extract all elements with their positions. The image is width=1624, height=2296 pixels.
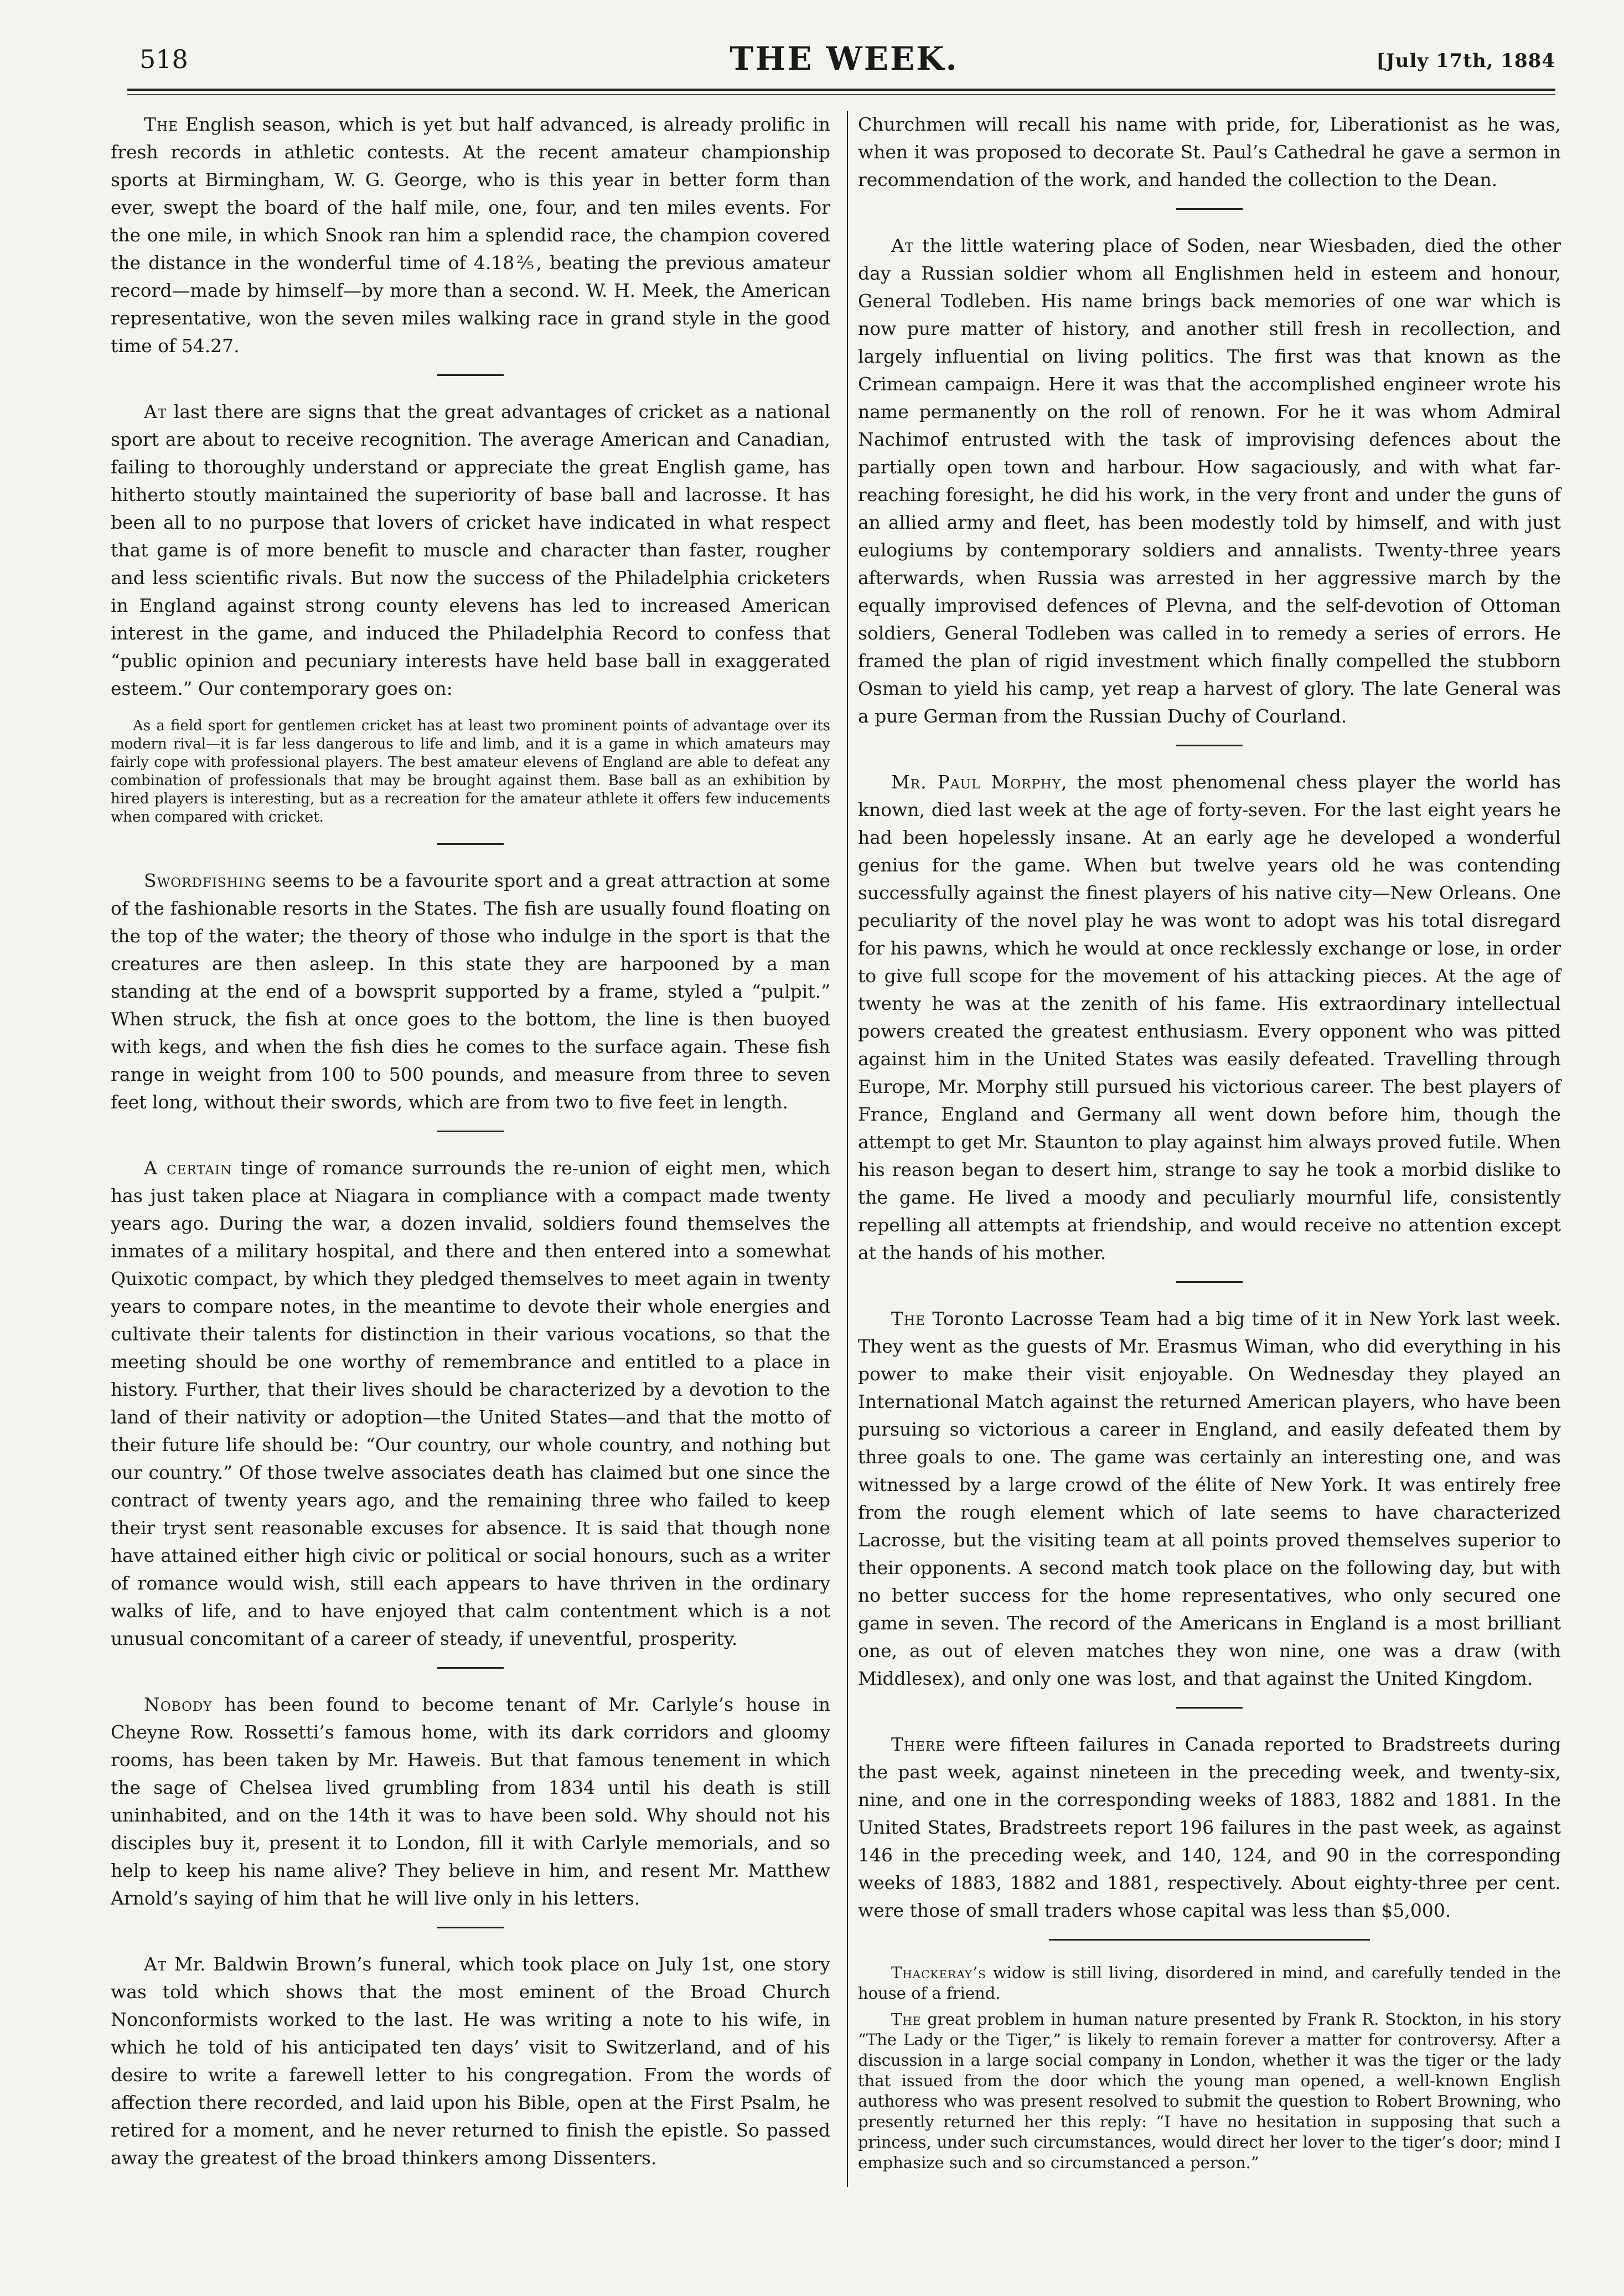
header-rule-thin bbox=[127, 94, 1555, 95]
article-continuation: Churchmen will recall his name with pride, for, Liberationist as he was, when it was proposed to decorate St. Paul’s Cathedral he gave a sermon in recommendation of the work, and handed the collection to the Dean. bbox=[858, 113, 1561, 190]
section-rule bbox=[1176, 1281, 1243, 1283]
article-baldwin-brown: At Mr. Baldwin Brown’s funeral, which took place on July 1st, one story was told which shows that the most eminent of the Broad Church Nonconformists worked to the last. He was writing a note to his wife, in which he told of his anticipated ten days’ visit to Switzerland, and of his desire to write a farewell letter to his congregation. From the words of affection there recorded, and laid upon his Bible, open at the First Psalm, he retired for a moment, and he never returned to finish the epistle. So passed away the greatest of the broad thinkers among Dissenters. bbox=[111, 1953, 830, 2169]
column-divider bbox=[847, 111, 848, 2187]
article-thackeray-widow: Thackeray’s widow is still living, disordered in mind, and carefully tended in the house of a friend. bbox=[858, 1963, 1561, 2003]
article-failures: There were fifteen failures in Canada reported to Bradstreets during the past week, against nineteen in the preceding week, and twenty-six, nine, and one in the corresponding weeks of 1883, 1882 and 1881. In the United States, Bradstreets report 196 failures in the past week, as against 146 in the preceding week, and 140, 124, and 90 in the corresponding weeks of 1883, 1882 and 1881, respectively. About eighty-three per cent. were those of small traders whose capital was less than $5,000. bbox=[858, 1733, 1561, 1921]
section-rule bbox=[1176, 745, 1243, 746]
section-rule-long bbox=[1049, 1939, 1370, 1941]
left-column bbox=[111, 111, 830, 2186]
header-rule bbox=[127, 89, 1555, 91]
article-lady-or-tiger: The great problem in human nature presented by Frank R. Stockton, in his story “The Lady or the Tiger,” is likely to remain forever a matter for controversy. After a discussion in a large social company in London, whether it was the tiger or the lady that issued from the door which the young man opened, a well-known English authoress who was present resolved to submit the question to Robert Browning, who presently returned her this reply: “I have no hesitation in supposing that such a princess, under such circumstances, would direct her lover to the tiger’s door; mind I emphasize such and so circumstanced a person.” bbox=[858, 2010, 1561, 2172]
page-number: 518 bbox=[139, 44, 188, 74]
section-rule bbox=[437, 1667, 504, 1669]
article-athletics: The English season, which is yet but half advanced, is already prolific in fresh records in athletic contests. At the recent amateur championship sports at Birmingham, W. G. George, who is this year in better form than ever, swept the board of the half mile, one, four, and ten miles events. For the one mile, in which Snook ran him a splendid race, the champion covered the distance in the wonderful time of 4.18⅖, beating the previous amateur record—made by himself—by more than a second. W. H. Meek, the American representative, won the seven miles walking race in grand style in the good time of 54.27. bbox=[111, 113, 830, 357]
masthead-title: THE WEEK. bbox=[730, 40, 959, 78]
article-morphy: Mr. Paul Morphy, the most phenomenal chess player the world has known, died last week at the age of forty-seven. For the last eight years he had been hopelessly insane. At an early age he developed a wonderful genius for the game. When but twelve years old he was contending successfully against the finest players of his native city—New Orleans. One peculiarity of the novel play he was wont to adopt was his total disregard for his pawns, which he would at once recklessly exchange or lose, in order to give full scope for the movement of his attacking pieces. At the age of twenty he was at the zenith of his fame. His extraordinary intellectual powers created the greatest enthusiasm. Every opponent who was pitted against him in the United States was easily defeated. Travelling through Europe, Mr. Morphy still pursued his victorious career. The best players of France, England and Germany all went down before him, though the attempt to get Mr. Staunton to play against him always proved futile. When his reason began to desert him, strange to say he took a morbid dislike to the game. He lived a moody and peculiarly mournful life, consistently repelling all attempts at friendship, and would receive no attention except at the hands of his mother. bbox=[858, 771, 1561, 1263]
right-column bbox=[858, 111, 1561, 2179]
cricket-quote: As a field sport for gentlemen cricket has at least two prominent points of advantage over its modern rival—it is far less dangerous to life and limb, and it is a game in which amateurs may fairly cope with professional players. The best amateur elevens of England are able to defeat any combination of professionals that may be brought against them. Base ball as an exhibition by hired players is interesting, but as a recreation for the amateur athlete it offers few inducements when compared with cricket. bbox=[111, 718, 830, 825]
section-rule bbox=[437, 1927, 504, 1928]
dateline: [July 17th, 1884 bbox=[1376, 50, 1555, 72]
article-lacrosse: The Toronto Lacrosse Team had a big time of it in New York last week. They went as the guests of Mr. Erasmus Wiman, who did everything in his power to make their visit enjoyable. On Wednesday they played an International Match against the returned American players, who have been pursuing so victorious a career in England, and easily defeated them by three goals to one. The game was certainly an interesting one, and was witnessed by a large crowd of the élite of New York. It was entirely free from the rough element which of late seems to have characterized Lacrosse, but the visiting team at all points proved themselves superior to their opponents. A second match took place on the following day, but with no better success for the home representatives, who only secured one game in seven. The record of the Americans in England is a most brilliant one, as out of eleven matches they won nine, one was a draw (with Middlesex), and only one was lost, and that against the United Kingdom. bbox=[858, 1308, 1561, 1689]
page-header bbox=[133, 39, 1555, 83]
article-cricket: At last there are signs that the great advantages of cricket as a national sport are about to receive recognition. The average American and Canadian, failing to thoroughly understand or appreciate the great English game, has hitherto stoutly maintained the superiority of base ball and lacrosse. It has been all to no purpose that lovers of cricket have indicated in what respect that game is of more benefit to muscle and character than faster, rougher and less scientific rivals. But now the success of the Philadelphia cricketers in England against strong county elevens has led to increased American interest in the game, and induced the Philadelphia Record to confess that “public opinion and pecuniary interests have held base ball in exaggerated esteem.” Our contemporary goes on: bbox=[111, 401, 830, 699]
article-carlyle-house: Nobody has been found to become tenant of Mr. Carlyle’s house in Cheyne Row. Rossetti’s famous home, with its dark corridors and gloomy rooms, has been taken by Mr. Haweis. But that famous tenement in which the sage of Chelsea lived grumbling from 1834 until his death is still uninhabited, and on the 14th it was to have been sold. Why should not his disciples buy it, present it to London, fill it with Carlyle memorials, and so help to keep his name alive? They believe in him, and resent Mr. Matthew Arnold’s saying of him that he will live only in his letters. bbox=[111, 1694, 830, 1909]
article-todleben: At the little watering place of Soden, near Wiesbaden, died the other day a Russian soldier whom all Englishmen held in esteem and honour, General Todleben. His name brings back memories of one war which is now pure matter of history, and another still fresh in recollection, and largely influential on living politics. The first was that known as the Crimean campaign. Here it was that the accomplished engineer wrote his name permanently on the roll of renown. For he it was whom Admiral Nachimof entrusted with the task of improvising defences about the partially open town and harbour. How sagaciously, and with what far-reaching foresight, he did his work, in the very front and under the guns of an allied army and fleet, has been modestly told by himself, and with just eulogiums by contemporary soldiers and annalists. Twenty-three years afterwards, when Russia was arrested in her aggressive march by the equally improvised defences of Plevna, and the self-devotion of Ottoman soldiers, General Todleben was called in to remedy a series of errors. He framed the plan of rigid investment which finally compelled the stubborn Osman to yield his camp, yet reap a harvest of glory. The late General was a pure German from the Russian Duchy of Courland. bbox=[858, 235, 1561, 727]
section-rule bbox=[437, 1131, 504, 1132]
section-rule bbox=[1176, 1707, 1243, 1709]
section-rule bbox=[437, 374, 504, 376]
section-rule bbox=[1176, 208, 1243, 210]
article-swordfishing: Swordfishing seems to be a favourite sport and a great attraction at some of the fashionable resorts in the States. The fish are usually found floating on the top of the water; the theory of those who indulge in the sport is that the creatures are then asleep. In this state they are harpooned by a man standing at the end of a bowsprit supported by a frame, styled a “pulpit.” When struck, the fish at once goes to the bottom, the line is then buoyed with kegs, and when the fish dies he comes to the surface again. These fish range in weight from 100 to 500 pounds, and measure from three to seven feet long, without their swords, which are from two to five feet in length. bbox=[111, 870, 830, 1113]
article-niagara-reunion: A certain tinge of romance surrounds the re-union of eight men, which has just taken place at Niagara in compliance with a compact made twenty years ago. During the war, a dozen invalid, soldiers found themselves the inmates of a military hospital, and there and then entered into a somewhat Quixotic compact, by which they pledged themselves to meet again in twenty years to compare notes, in the meantime to devote their whole energies and cultivate their talents for distinction in their various vocations, so that the meeting should be one worthy of remembrance and entitled to a place in history. Further, that their lives should be characterized by a devotion to the land of their nativity or adoption—the United States—and that the motto of their future life should be: “Our country, our whole country, and nothing but our country.” Of those twelve associates death has claimed but one since the contract of twenty years ago, and the remaining three who failed to keep their tryst sent reasonable excuses for absence. It is said that though none have attained either high civic or political or social honours, such as a writer of romance would wish, still each appears to have thriven in the ordinary walks of life, and to have enjoyed that calm contentment which is a not unusual concomitant of a career of steady, if uneventful, prosperity. bbox=[111, 1157, 830, 1649]
section-rule bbox=[437, 843, 504, 845]
